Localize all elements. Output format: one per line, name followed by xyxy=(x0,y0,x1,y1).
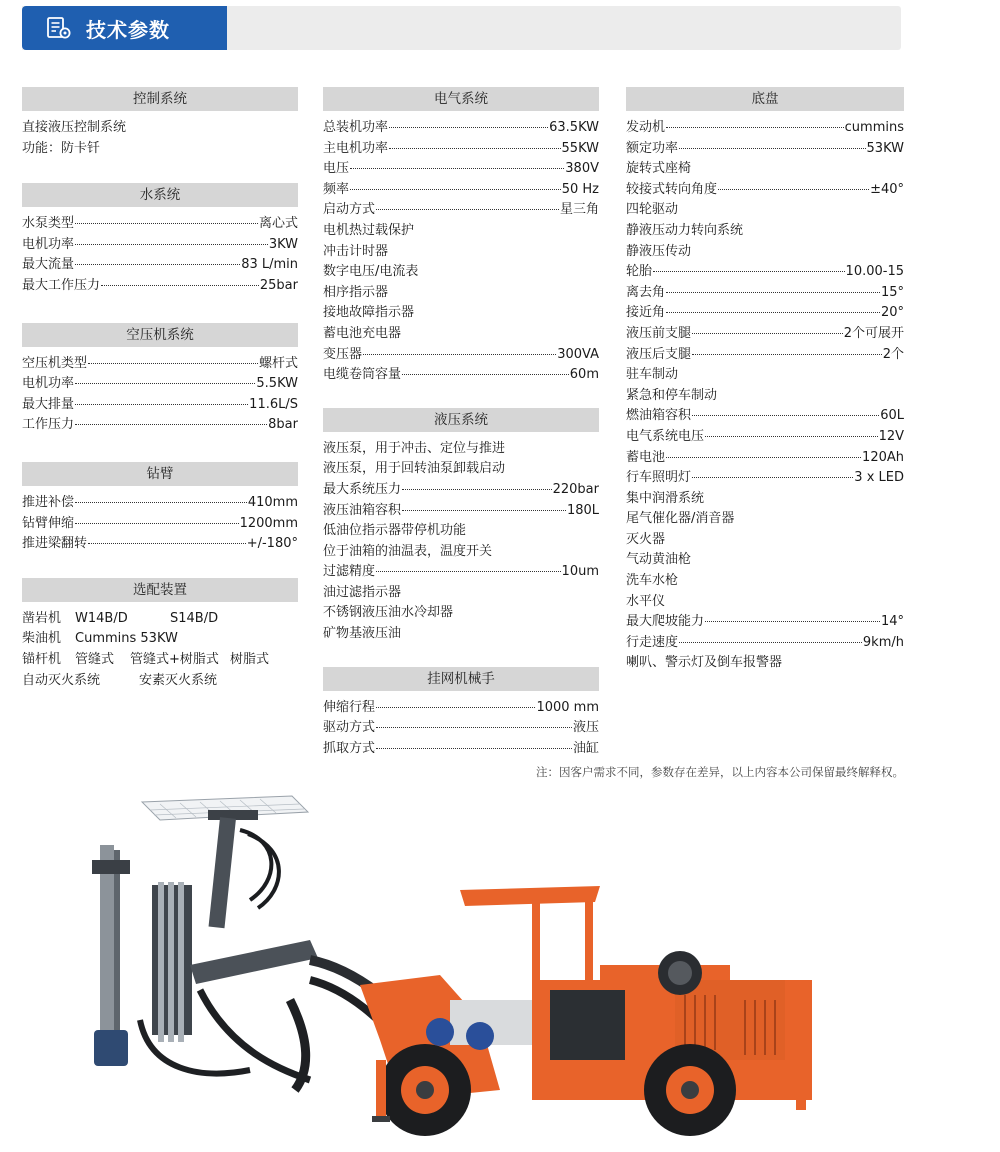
spec-row xyxy=(22,276,298,297)
spec-row xyxy=(22,415,298,436)
spec-row xyxy=(626,283,904,304)
spec-value: 25bar xyxy=(259,277,298,293)
dot-leader xyxy=(705,435,878,437)
spec-value: 3 x LED xyxy=(854,470,904,486)
spec-row xyxy=(323,365,599,386)
option-cell: Cummins 53KW xyxy=(75,631,178,647)
spec-value: +/-180° xyxy=(246,536,298,552)
spec-section xyxy=(323,667,599,760)
spec-row xyxy=(626,612,904,633)
dot-leader xyxy=(389,147,561,149)
spec-row xyxy=(626,406,904,427)
option-cell: 柴油机 xyxy=(22,631,62,647)
spec-value: 2个 xyxy=(882,346,904,362)
spec-text: 相序指示器 xyxy=(323,284,389,300)
section-lines xyxy=(22,354,298,436)
document-settings-icon xyxy=(46,16,72,40)
header-tab xyxy=(22,6,227,50)
option-cell: 凿岩机 xyxy=(22,610,62,626)
spec-key: 接近角 xyxy=(626,305,666,321)
dot-leader xyxy=(376,208,559,210)
dot-leader xyxy=(88,542,246,544)
section-title: 电气系统 xyxy=(323,87,599,111)
mesh-handler-arm xyxy=(208,810,279,928)
section-lines xyxy=(323,439,599,645)
section-title: 水系统 xyxy=(22,183,298,207)
spec-text: 液压泵，用于回转油泵卸载启动 xyxy=(323,461,506,477)
option-cell: W14B/D xyxy=(75,610,128,626)
section-lines xyxy=(626,118,904,674)
spec-key: 燃油箱容积 xyxy=(626,408,692,424)
option-cell: 管缝式+树脂式 xyxy=(130,651,219,667)
spec-value: 9km/h xyxy=(862,634,904,650)
spec-row xyxy=(22,255,298,276)
spec-text: 位于油箱的油温表，温度开关 xyxy=(323,543,493,559)
spec-text: 旋转式座椅 xyxy=(626,161,692,177)
option-row xyxy=(22,609,298,630)
column-1 xyxy=(22,87,298,691)
spec-text: 油过滤指示器 xyxy=(323,584,402,600)
spec-row xyxy=(22,354,298,375)
spec-section xyxy=(323,87,599,386)
spec-value: 14° xyxy=(880,614,904,630)
spec-row xyxy=(323,698,599,719)
spec-key: 启动方式 xyxy=(323,202,376,218)
spec-value: 20° xyxy=(880,305,904,321)
operator-canopy xyxy=(460,886,600,990)
spec-row xyxy=(323,345,599,366)
spec-key: 电机功率 xyxy=(22,236,75,252)
dot-leader xyxy=(75,501,247,503)
spec-row xyxy=(323,118,599,139)
section-lines xyxy=(22,118,298,159)
section-title: 液压系统 xyxy=(323,408,599,432)
spec-row xyxy=(626,180,904,201)
spec-key: 较接式转向角度 xyxy=(626,181,718,197)
spec-row xyxy=(22,374,298,395)
spec-row xyxy=(323,200,599,221)
spec-value: 10.00-15 xyxy=(845,264,904,280)
spec-key: 工作压力 xyxy=(22,417,75,433)
spec-row xyxy=(626,262,904,283)
spec-row xyxy=(626,427,904,448)
dot-leader xyxy=(75,423,267,425)
spec-section xyxy=(22,323,298,436)
spec-section xyxy=(22,87,298,159)
spec-text: 冲击计时器 xyxy=(323,243,389,259)
spec-key: 抓取方式 xyxy=(323,740,376,756)
dot-leader xyxy=(666,311,880,313)
spec-key: 液压油箱容积 xyxy=(323,502,402,518)
spec-key: 最大爬坡能力 xyxy=(626,614,705,630)
spec-text: 尾气催化器/消音器 xyxy=(626,511,735,527)
spec-key: 行走速度 xyxy=(626,634,679,650)
dot-leader xyxy=(692,476,853,478)
spec-row xyxy=(22,235,298,256)
dot-leader xyxy=(679,641,862,643)
spec-key: 空压机类型 xyxy=(22,355,88,371)
spec-key: 总装机功率 xyxy=(323,120,389,135)
spec-row xyxy=(22,534,298,555)
option-cell: 树脂式 xyxy=(230,651,270,667)
spec-row xyxy=(626,468,904,489)
spec-key: 蓄电池 xyxy=(626,449,666,465)
section-title: 空压机系统 xyxy=(22,323,298,347)
spec-row xyxy=(626,118,904,139)
spec-value: 螺杆式 xyxy=(258,355,298,371)
section-lines xyxy=(22,214,298,296)
column-3 xyxy=(626,87,904,674)
page-title: 技术参数 xyxy=(86,17,170,42)
dot-leader xyxy=(692,353,882,355)
dot-leader xyxy=(402,373,569,375)
dot-leader xyxy=(376,570,561,572)
spec-text: 静液压传动 xyxy=(626,243,692,259)
dot-leader xyxy=(705,620,880,622)
spec-value: 410mm xyxy=(247,494,298,510)
spec-value: 12V xyxy=(878,428,904,444)
spec-text: 蓄电池充电器 xyxy=(323,325,402,341)
section-title: 控制系统 xyxy=(22,87,298,111)
dot-leader xyxy=(692,414,879,416)
section-title: 挂网机械手 xyxy=(323,667,599,691)
spec-row xyxy=(323,501,599,522)
spec-section xyxy=(22,578,298,691)
spec-text: 气动黄油枪 xyxy=(626,552,692,568)
spec-key: 过滤精度 xyxy=(323,564,376,580)
spec-key: 频率 xyxy=(323,181,350,197)
dot-leader xyxy=(402,488,552,490)
spec-row xyxy=(22,493,298,514)
spec-key: 电气系统电压 xyxy=(626,428,705,444)
dot-leader xyxy=(653,270,845,272)
spec-key: 离去角 xyxy=(626,284,666,300)
spec-text: 洗车水枪 xyxy=(626,573,679,589)
spec-text: 四轮驱动 xyxy=(626,202,679,218)
spec-key: 电缆卷筒容量 xyxy=(323,367,402,383)
spec-key: 推进梁翻转 xyxy=(22,536,88,552)
spec-value: cummins xyxy=(844,120,904,135)
section-title: 底盘 xyxy=(626,87,904,111)
dot-leader xyxy=(101,284,259,286)
option-cell: 自动灭火系统 xyxy=(22,672,101,688)
spec-text: 紧急和停车制动 xyxy=(626,387,718,403)
spec-section xyxy=(323,408,599,645)
spec-value: 5.5KW xyxy=(256,376,298,392)
spec-value: 55KW xyxy=(561,140,599,156)
spec-row xyxy=(22,514,298,535)
option-cell: 安素灭火系统 xyxy=(139,672,218,688)
dot-leader xyxy=(666,456,861,458)
spec-text: 喇叭、警示灯及倒车报警器 xyxy=(626,655,783,671)
dot-leader xyxy=(75,403,248,405)
dot-leader xyxy=(363,353,556,355)
spec-key: 主电机功率 xyxy=(323,140,389,156)
spec-key: 电压 xyxy=(323,161,350,177)
spec-value: 2个可展开 xyxy=(843,325,904,341)
option-row xyxy=(22,629,298,650)
spec-key: 液压后支腿 xyxy=(626,346,692,362)
section-lines xyxy=(22,493,298,555)
option-cell: 锚杆机 xyxy=(22,651,62,667)
spec-row xyxy=(626,633,904,654)
spec-text: 静液压动力转向系统 xyxy=(626,222,744,238)
spec-text: 矿物基液压油 xyxy=(323,626,402,642)
spec-key: 驱动方式 xyxy=(323,720,376,736)
spec-value: 8bar xyxy=(268,417,298,433)
spec-row xyxy=(626,345,904,366)
dot-leader xyxy=(402,509,566,511)
spec-value: 1200mm xyxy=(239,515,298,531)
dot-leader xyxy=(75,522,239,524)
spec-text: 电机热过载保护 xyxy=(323,222,415,238)
dot-leader xyxy=(75,382,255,384)
dot-leader xyxy=(75,243,268,245)
spec-key: 发动机 xyxy=(626,120,666,135)
option-row xyxy=(22,650,298,671)
dot-leader xyxy=(692,332,843,334)
dot-leader xyxy=(350,188,561,190)
spec-row xyxy=(323,562,599,583)
spec-key: 行车照明灯 xyxy=(626,470,692,486)
spec-text: 功能：防卡钎 xyxy=(22,140,101,156)
section-lines xyxy=(323,698,599,760)
dot-leader xyxy=(376,706,535,708)
spec-row xyxy=(626,139,904,160)
section-lines xyxy=(323,118,599,386)
spec-row xyxy=(323,139,599,160)
spec-row xyxy=(323,480,599,501)
spec-text: 低油位指示器带停机功能 xyxy=(323,523,467,539)
spec-value: 星三角 xyxy=(559,202,599,218)
section-lines xyxy=(22,609,298,691)
dot-leader xyxy=(75,263,240,265)
dot-leader xyxy=(88,362,258,364)
option-cell: 管缝式 xyxy=(75,651,115,667)
spec-key: 推进补偿 xyxy=(22,494,75,510)
spec-value: 离心式 xyxy=(258,216,298,232)
spec-value: ±40° xyxy=(870,181,904,197)
spec-value: 300VA xyxy=(557,346,599,362)
spec-value: 53KW xyxy=(866,140,904,156)
option-row xyxy=(22,671,298,692)
spec-value: 60m xyxy=(569,367,599,383)
spec-text: 集中润滑系统 xyxy=(626,490,705,506)
spec-key: 变压器 xyxy=(323,346,363,362)
spec-value: 11.6L/S xyxy=(249,396,298,412)
spec-value: 液压 xyxy=(572,720,599,736)
spec-row xyxy=(626,324,904,345)
spec-value: 10um xyxy=(561,564,599,580)
spec-row xyxy=(323,159,599,180)
spec-section xyxy=(22,183,298,296)
section-title: 选配装置 xyxy=(22,578,298,602)
spec-section xyxy=(626,87,904,674)
spec-key: 最大流量 xyxy=(22,257,75,273)
dot-leader xyxy=(350,167,564,169)
spec-row xyxy=(626,303,904,324)
spec-text: 灭火器 xyxy=(626,531,666,547)
spec-key: 轮胎 xyxy=(626,264,653,280)
dot-leader xyxy=(389,126,548,128)
spec-key: 额定功率 xyxy=(626,140,679,156)
spec-row xyxy=(323,718,599,739)
disclaimer-note: 注：因客户需求不同，参数存在差异，以上内容本公司保留最终解释权。 xyxy=(536,765,904,779)
drilling-jumbo-illustration xyxy=(80,790,840,1140)
column-2 xyxy=(323,87,599,759)
spec-key: 电机功率 xyxy=(22,376,75,392)
spec-text: 接地故障指示器 xyxy=(323,305,415,321)
spec-row xyxy=(323,180,599,201)
spec-value: 120Ah xyxy=(862,449,904,465)
spec-text: 水平仪 xyxy=(626,593,666,609)
dot-leader xyxy=(718,188,869,190)
section-title: 钻臂 xyxy=(22,462,298,486)
spec-text: 液压泵，用于冲击、定位与推进 xyxy=(323,440,506,456)
spec-value: 1000 mm xyxy=(536,699,599,715)
spec-value: 3KW xyxy=(268,236,298,252)
spec-value: 63.5KW xyxy=(549,120,599,135)
dot-leader xyxy=(666,291,880,293)
dot-leader xyxy=(679,147,866,149)
spec-row xyxy=(22,395,298,416)
option-cell: S14B/D xyxy=(170,610,219,626)
spec-value: 油缸 xyxy=(572,740,599,756)
spec-value: 15° xyxy=(880,284,904,300)
spec-text: 数字电压/电流表 xyxy=(323,264,419,280)
spec-value: 180L xyxy=(566,502,599,518)
spec-value: 50 Hz xyxy=(561,181,599,197)
spec-value: 60L xyxy=(880,408,904,424)
spec-row xyxy=(626,448,904,469)
dot-leader xyxy=(376,747,572,749)
spec-value: 220bar xyxy=(552,481,599,497)
spec-key: 最大排量 xyxy=(22,396,75,412)
spec-value: 380V xyxy=(565,161,599,177)
spec-key: 水泵类型 xyxy=(22,216,75,232)
spec-text: 直接液压控制系统 xyxy=(22,120,127,135)
dot-leader xyxy=(75,222,258,224)
spec-section xyxy=(22,462,298,555)
spec-key: 最大系统压力 xyxy=(323,481,402,497)
spec-key: 钻臂伸缩 xyxy=(22,515,75,531)
spec-text: 不锈钢液压油水冷却器 xyxy=(323,605,454,621)
spec-key: 液压前支腿 xyxy=(626,325,692,341)
dot-leader xyxy=(666,126,844,128)
spec-row xyxy=(22,214,298,235)
spec-text: 驻车制动 xyxy=(626,367,679,383)
spec-key: 最大工作压力 xyxy=(22,277,101,293)
spec-value: 83 L/min xyxy=(241,257,298,273)
dot-leader xyxy=(376,726,572,728)
spec-key: 伸缩行程 xyxy=(323,699,376,715)
spec-row xyxy=(323,739,599,760)
